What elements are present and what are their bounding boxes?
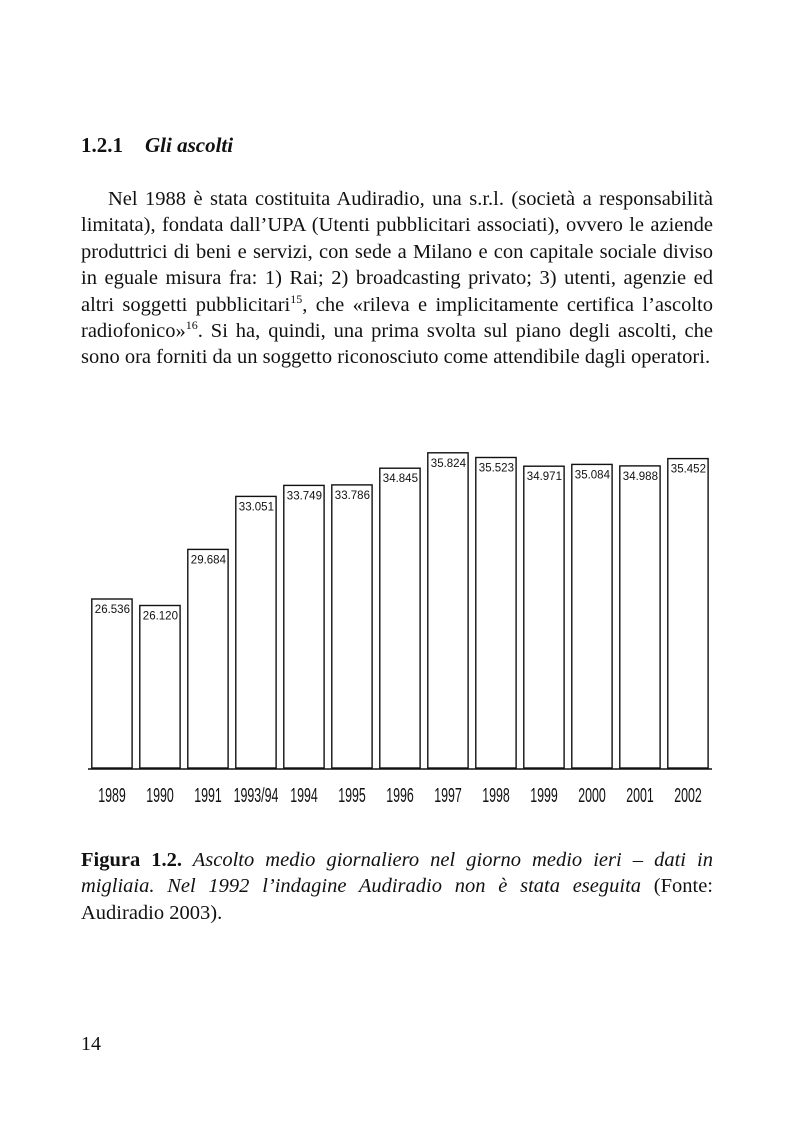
caption-source: (Fonte: Audiradio 2003).	[81, 875, 714, 924]
bar-chart-svg	[80, 436, 720, 816]
caption-text: Ascolto medio giornaliero nel giorno medio ieri – dati in migliaia. Nel 1992 l’indagine Audiradio non è stata eseguita	[81, 849, 713, 898]
section-heading	[81, 133, 233, 158]
tick-label-1994: 1994	[290, 783, 318, 807]
value-label-1997: 35.824	[430, 457, 466, 470]
footnote-ref-15[interactable]: 15	[290, 291, 303, 306]
bar-1998	[476, 458, 516, 769]
tick-label-1991: 1991	[194, 783, 222, 807]
tick-label-1993-94: 1993/94	[233, 783, 279, 807]
tick-label-2000: 2000	[578, 783, 606, 807]
value-label-1991: 29.684	[190, 554, 226, 567]
figure-caption	[81, 847, 713, 926]
value-label-1994: 33.749	[286, 490, 322, 503]
footnote-ref-16[interactable]: 16	[185, 318, 198, 333]
bar-1997	[428, 453, 468, 768]
bar-2002	[668, 459, 708, 768]
value-label-1993-94: 33.051	[238, 501, 274, 514]
paragraph-text-1: Nel 1988 è stata costituita Audiradio, una s.r.l. (società a responsabilità limitata), fondata dall’UPA (Utenti pubblicitari associati), ovvero le aziende produttrici di beni e servizi, con sede a Milano e con capitale sociale diviso in eguale misura fra: 1) Rai; 2) broadcasting privato; 3) utenti, agenzie ed altri soggetti pubblicitari	[81, 188, 713, 316]
value-label-1989: 26.536	[94, 604, 130, 616]
tick-label-1989: 1989	[98, 783, 126, 807]
tick-label-1996: 1996	[386, 783, 414, 807]
bar-2001	[620, 466, 660, 768]
tick-label-2002: 2002	[674, 783, 702, 807]
body-paragraph	[81, 186, 713, 371]
bar-chart	[80, 436, 720, 816]
tick-label-1997: 1997	[434, 783, 462, 807]
tick-label-1990: 1990	[146, 783, 174, 807]
bar-1994	[284, 485, 324, 768]
paragraph-text-3: . Si ha, quindi, una prima svolta sul piano degli ascolti, che sono ora forniti da un soggetto riconosciuto come attendibile dagli operatori.	[81, 320, 713, 369]
section-title: Gli ascolti	[145, 133, 234, 157]
bar-1996	[380, 468, 420, 768]
tick-label-1999: 1999	[530, 783, 558, 807]
section-number: 1.2.1	[81, 133, 123, 157]
caption-label: Figura 1.2.	[81, 849, 183, 871]
bar-1990	[140, 606, 180, 769]
value-label-1999: 34.971	[526, 471, 562, 484]
value-label-1996: 34.845	[382, 473, 418, 486]
value-label-2002: 35.452	[670, 463, 706, 476]
value-label-1995: 33.786	[334, 489, 370, 502]
bar-1999	[524, 466, 564, 768]
tick-label-2001: 2001	[626, 783, 654, 807]
bar-1991	[188, 549, 228, 768]
paragraph-text-2: , che «rileva e implicitamente certifica l’ascolto radiofonico»	[81, 293, 713, 343]
tick-label-1998: 1998	[482, 783, 510, 807]
value-label-1998: 35.523	[478, 462, 514, 475]
value-label-1990: 26.120	[142, 610, 178, 623]
tick-label-1995: 1995	[338, 783, 366, 807]
page-number: 14	[81, 1033, 101, 1055]
bar-1993-94	[236, 496, 276, 768]
value-label-2000: 35.084	[574, 469, 610, 482]
value-label-2001: 34.988	[622, 470, 658, 483]
bar-1989	[92, 599, 132, 768]
bar-2000	[572, 464, 612, 768]
bar-1995	[332, 485, 372, 768]
